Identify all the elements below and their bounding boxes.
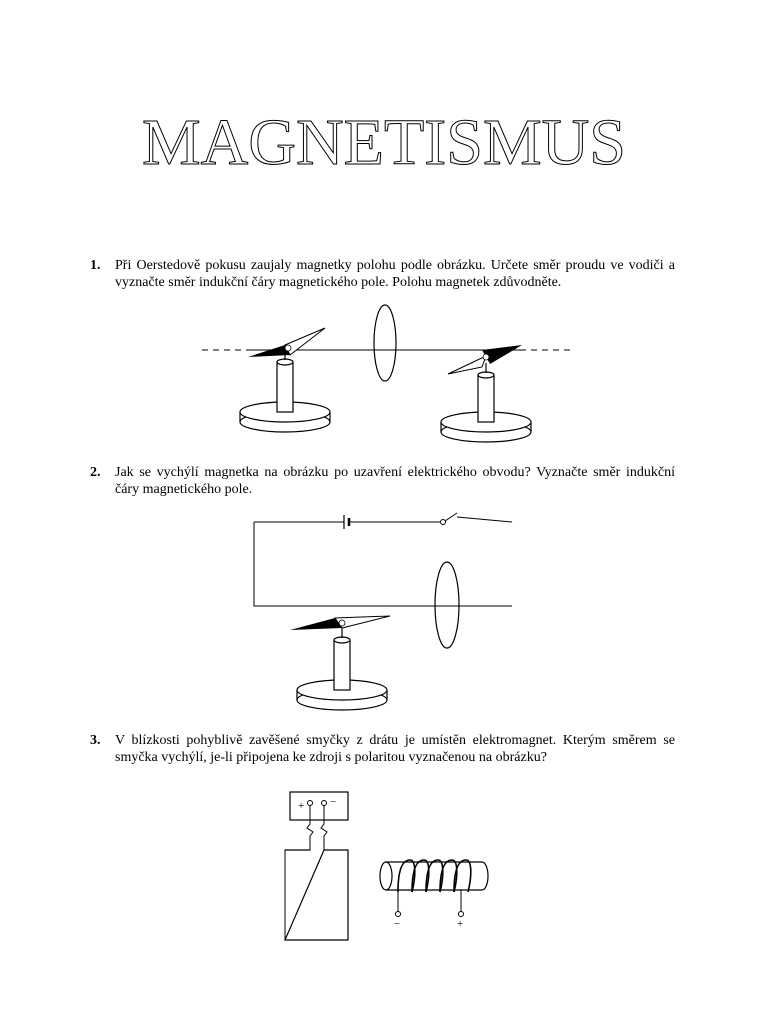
- source-plus-label: +: [298, 800, 305, 812]
- coil-leads: [398, 890, 461, 912]
- page-title-graphic: [0, 102, 768, 182]
- source-minus-label: −: [330, 796, 337, 808]
- coil-terminal-minus: [396, 912, 401, 917]
- circuit-wires: [254, 517, 512, 606]
- question-1-number: 1.: [90, 258, 101, 273]
- suspended-loop: [285, 850, 348, 940]
- question-2: [90, 464, 675, 498]
- compass-stand-left: [240, 350, 330, 432]
- compass-stand-right: [441, 363, 531, 442]
- question-2-text: Jak se vychýlí magnetka na obrázku po uzavření elektrického obvodu? Vyznačte směr indukční čáry magnetického pole.: [115, 465, 675, 497]
- coil-plus-label: +: [457, 918, 464, 930]
- question-3-text: V blízkosti pohyblivě zavěšené smyčky z drátu je umístěn elektromagnet. Kterým směrem se smyčka vychýlí, je-li připojena ke zdroji s polaritou vyznačenou na obrázku?: [115, 733, 675, 765]
- figure-3-electromagnet: [270, 780, 500, 940]
- question-2-number: 2.: [90, 465, 101, 480]
- electromagnet-core: [380, 862, 488, 890]
- question-1-text: Při Oerstedově pokusu zaujaly magnetky polohu podle obrázku. Určete směr proudu ve vodiči a vyznačte směr indukční čáry magnetického pole. Polohu magnetek zdůvodněte.: [115, 258, 675, 290]
- compass-needle: [290, 616, 390, 630]
- field-loop: [435, 562, 459, 648]
- compass-stand: [297, 628, 387, 710]
- battery-symbol: [344, 515, 349, 529]
- page-title: [0, 102, 768, 182]
- coil-terminal-plus: [459, 912, 464, 917]
- question-3-number: 3.: [90, 733, 101, 748]
- question-1: [90, 257, 675, 291]
- figure-2-circuit: [250, 510, 520, 710]
- compass-needle-left: [248, 328, 325, 357]
- terminal-minus: [322, 801, 327, 806]
- page-title-text: MAGNETISMUS: [141, 106, 627, 179]
- electromagnet-coil: [398, 860, 471, 892]
- loop-leads: [285, 806, 348, 940]
- coil-minus-label: −: [394, 918, 401, 930]
- question-3: [90, 732, 675, 766]
- switch-symbol: [441, 513, 458, 525]
- figure-1-oersted: [190, 300, 580, 440]
- compass-needle-right: [448, 345, 522, 374]
- field-loop: [374, 305, 396, 381]
- terminal-plus: [308, 801, 313, 806]
